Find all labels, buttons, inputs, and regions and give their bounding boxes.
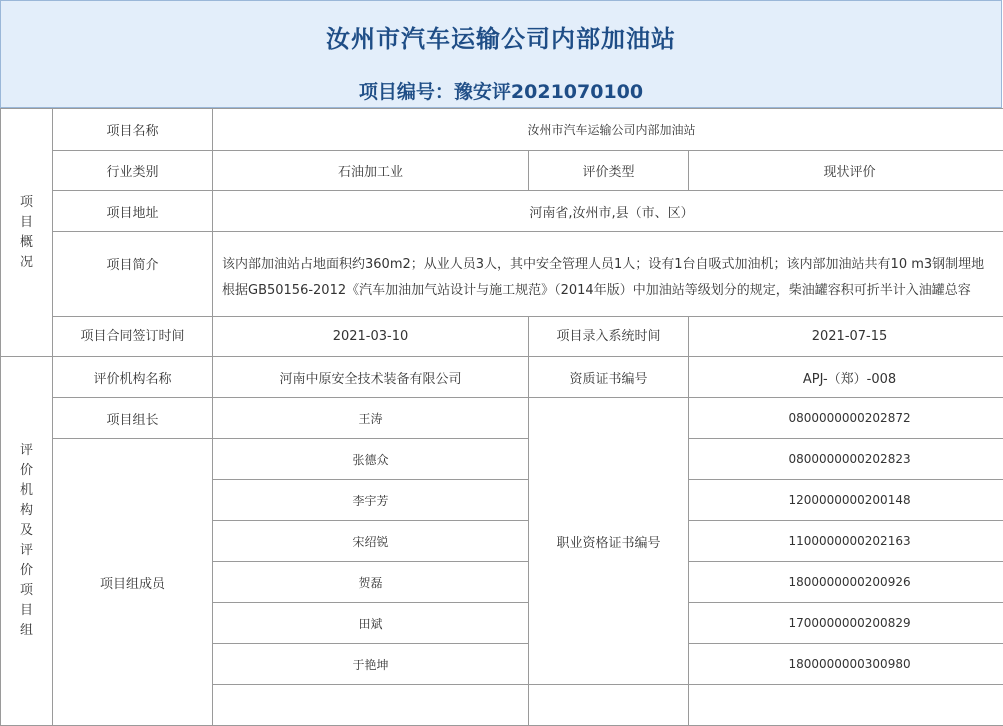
value-leader-cert: 0800000000202872 [689, 398, 1003, 439]
label-intro: 项目简介 [53, 232, 213, 317]
page-header [0, 0, 1002, 108]
row-leader [1, 398, 1003, 439]
row-industry [1, 151, 1003, 191]
value-address: 河南省,汝州市,县（市、区） [213, 191, 1003, 232]
member-name-empty [213, 685, 529, 726]
section-project-overview: 项目概况 [1, 109, 53, 357]
label-eval-type: 评价类型 [529, 151, 689, 191]
value-contract-date: 2021-03-10 [213, 317, 529, 357]
project-number-value: 豫安评2021070100 [454, 81, 643, 103]
member-name: 贺磊 [213, 562, 529, 603]
project-number [1, 77, 1001, 104]
label-cert: 资质证书编号 [529, 357, 689, 398]
member-name: 田斌 [213, 603, 529, 644]
value-project-name: 汝州市汽车运输公司内部加油站 [213, 109, 1003, 151]
row-intro [1, 232, 1003, 317]
value-eval-type: 现状评价 [689, 151, 1003, 191]
member-cert: 1200000000200148 [689, 480, 1003, 521]
row-project-name [1, 109, 1003, 151]
value-intro [213, 232, 1003, 317]
table-row [1, 439, 1003, 480]
label-entry-date: 项目录入系统时间 [529, 317, 689, 357]
label-industry: 行业类别 [53, 151, 213, 191]
project-number-label: 项目编号： [359, 81, 454, 103]
label-org: 评价机构名称 [53, 357, 213, 398]
intro-line-1: 该内部加油站占地面积约360m2；从业人员3人，其中安全管理人员1人；设有1台自吸式加油机；该内部加油站共有10 m3钢制埋地 [222, 252, 1003, 278]
member-cert: 0800000000202823 [689, 439, 1003, 480]
value-org: 河南中原安全技术装备有限公司 [213, 357, 529, 398]
value-entry-date: 2021-07-15 [689, 317, 1003, 357]
row-dates [1, 317, 1003, 357]
value-leader-name: 王涛 [213, 398, 529, 439]
label-contract-date: 项目合同签订时间 [53, 317, 213, 357]
label-address: 项目地址 [53, 191, 213, 232]
label-qualification: 职业资格证书编号 [529, 398, 689, 685]
row-org [1, 357, 1003, 398]
section-evaluation-team: 评价机构及评价项目组 [1, 357, 53, 726]
label-members: 项目组成员 [53, 439, 213, 726]
project-info-table [0, 108, 1003, 726]
member-cert: 1800000000300980 [689, 644, 1003, 685]
row-address [1, 191, 1003, 232]
page-title: 汝州市汽车运输公司内部加油站 [1, 19, 1001, 54]
label-leader: 项目组长 [53, 398, 213, 439]
member-extra-empty [689, 685, 1003, 726]
member-cert: 1800000000200926 [689, 562, 1003, 603]
member-name: 宋绍锐 [213, 521, 529, 562]
label-project-name: 项目名称 [53, 109, 213, 151]
member-cert: 1100000000202163 [689, 521, 1003, 562]
member-cert-empty [529, 685, 689, 726]
intro-line-2: 根据GB50156-2012《汽车加油加气站设计与施工规范》（2014年版）中加油站等级划分的规定，柴油罐容积可折半计入油罐总容 [222, 278, 1003, 304]
member-cert: 1700000000200829 [689, 603, 1003, 644]
member-name: 于艳坤 [213, 644, 529, 685]
member-name: 张德众 [213, 439, 529, 480]
value-industry: 石油加工业 [213, 151, 529, 191]
member-name: 李宇芳 [213, 480, 529, 521]
value-cert: APJ-（郑）-008 [689, 357, 1003, 398]
